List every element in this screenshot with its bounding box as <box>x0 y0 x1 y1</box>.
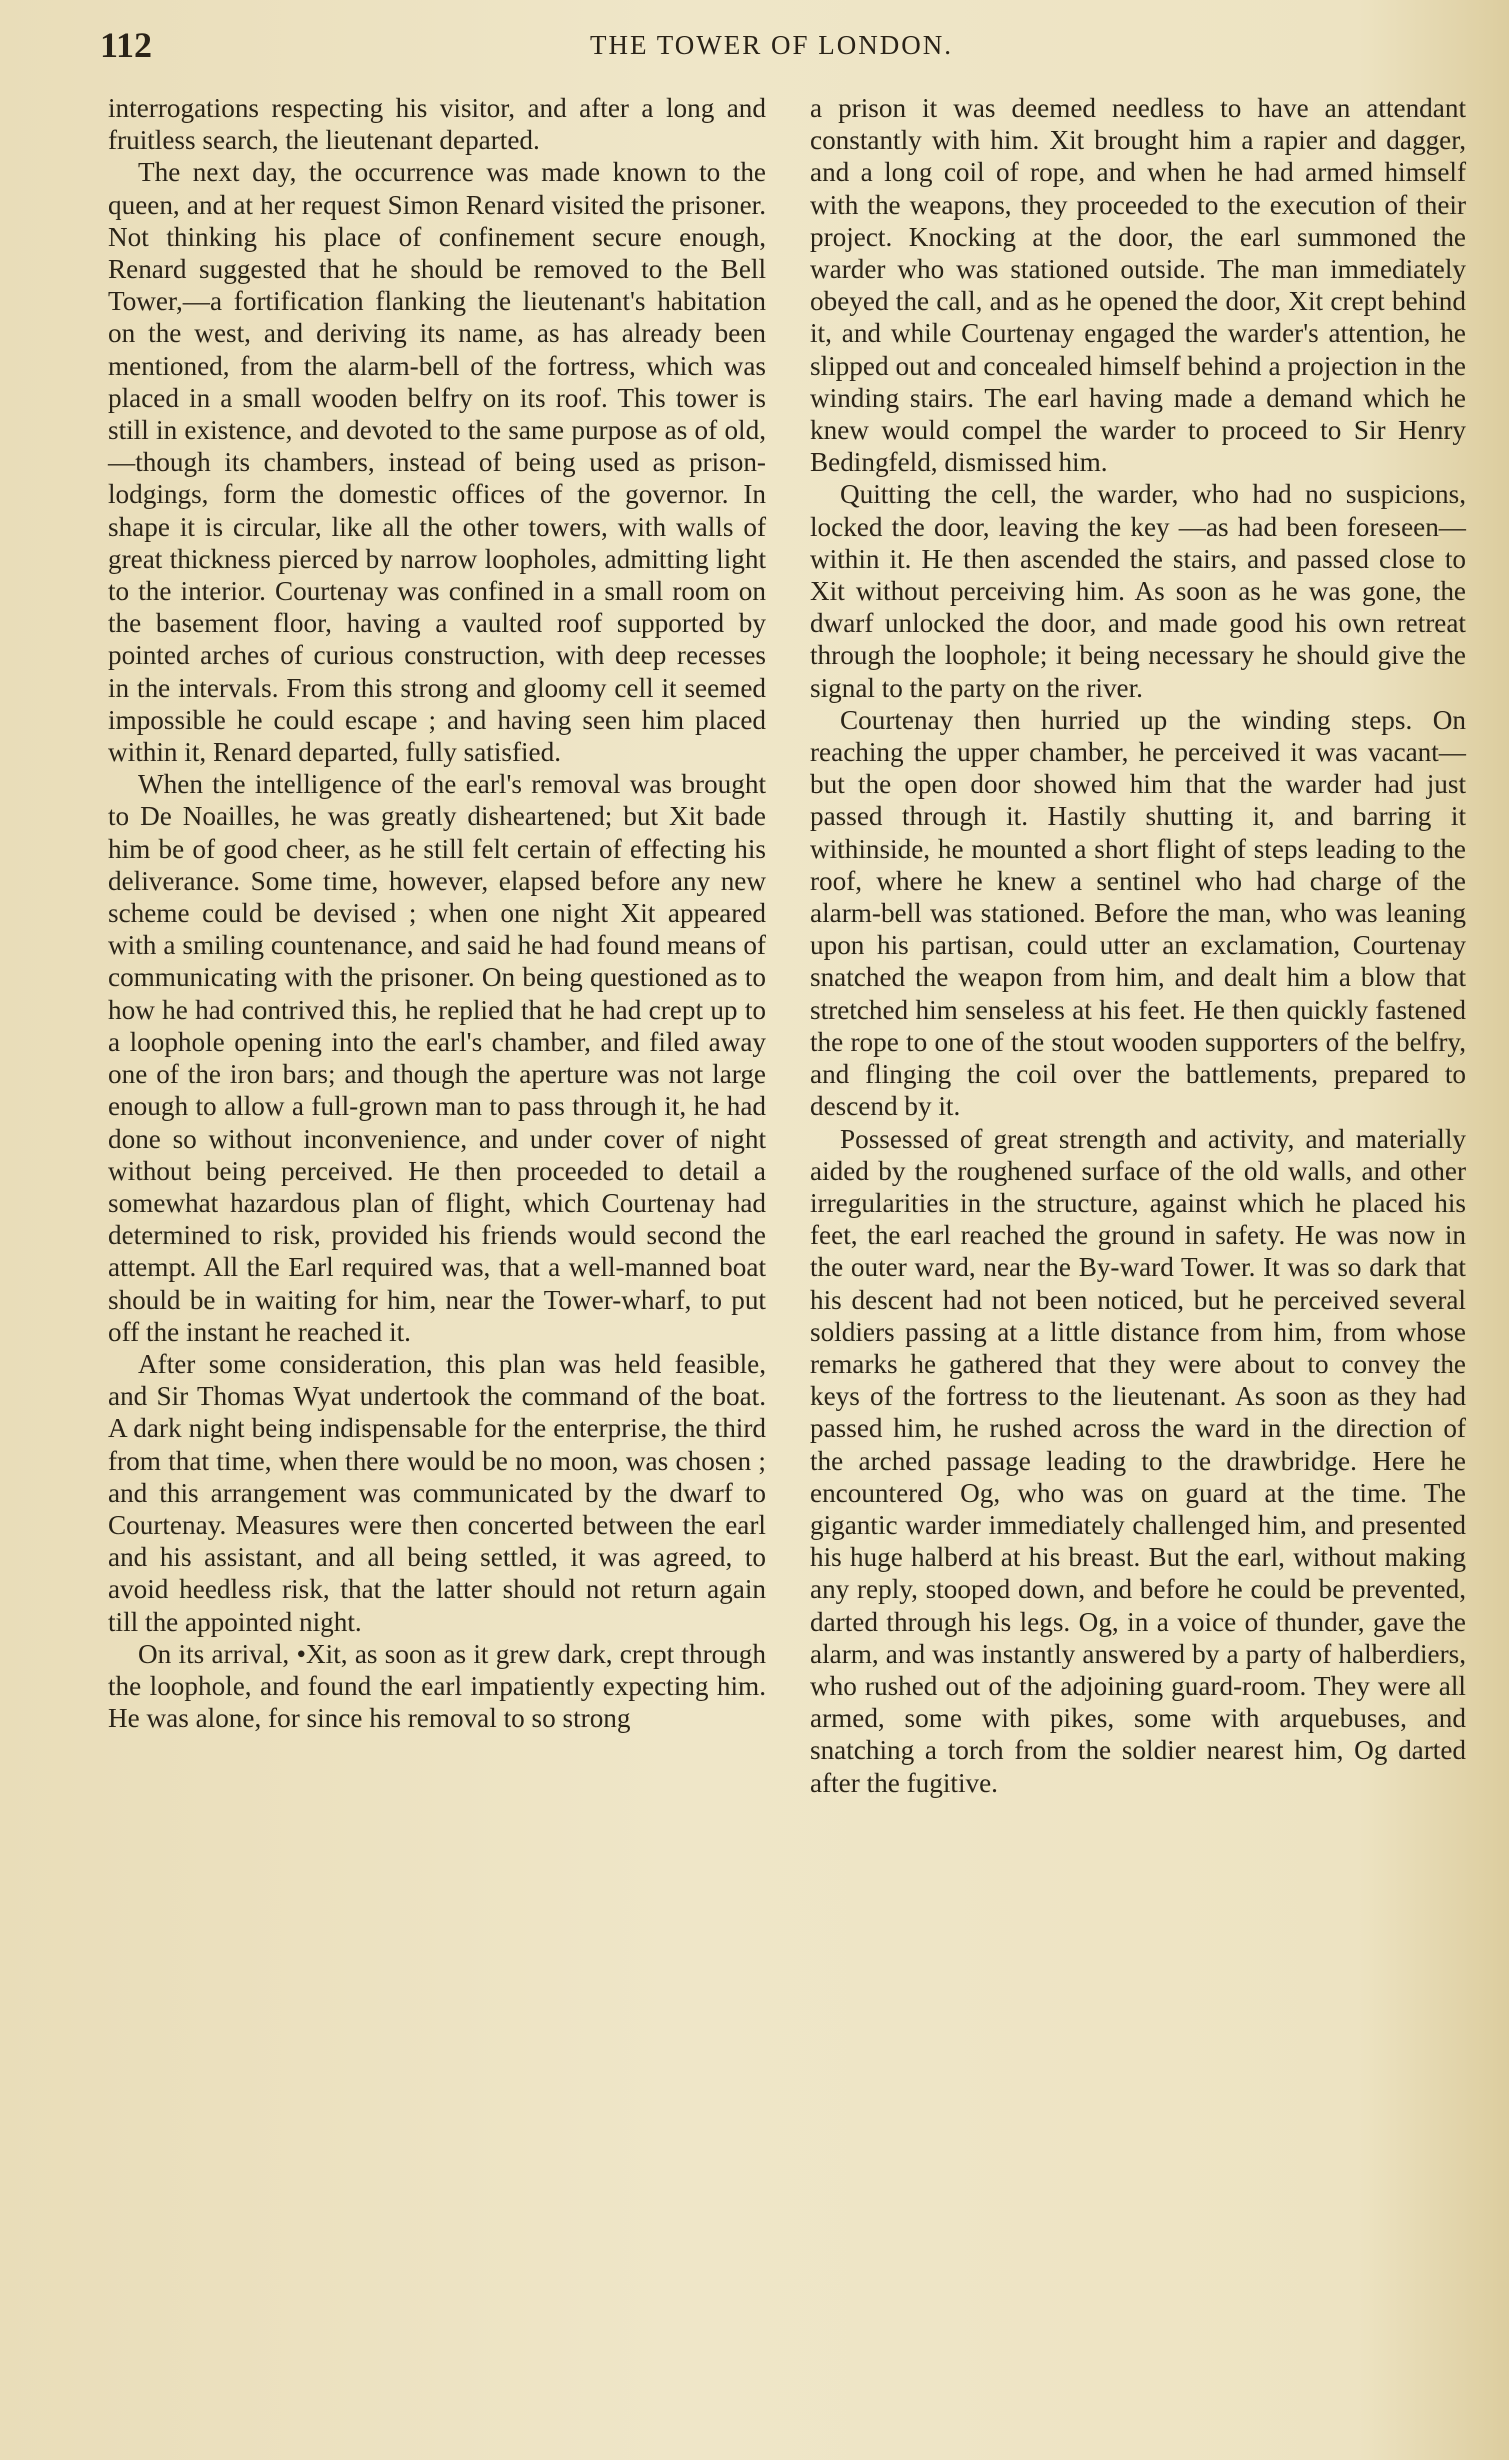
paragraph: Possessed of great strength and activity, and materially aided by the roughened surface of the old walls, and other irregularities in the structure, against which he placed his feet, the earl reached the ground in safety. He was now in the outer ward, near the By-ward Tower. It was so dark that his descent had not been noticed, but he perceived several soldiers passing at a little distance from him, from whose remarks he gathered that they were about to convey the keys of the fortress to the lieutenant. As soon as they had passed him, he rushed across the ward in the direction of the arched passage leading to the drawbridge. Here he encountered Og, who was on guard at the time. The gigantic warder immediately challenged him, and presented his huge halberd at his breast. But the earl, without making any reply, stooped down, and before he could be prevented, darted through his legs. Og, in a voice of thunder, gave the alarm, and was instantly answered by a party of halberdiers, who rushed out of the adjoining guard-room. They were all armed, some with pikes, some with arquebuses, and snatching a torch from the soldier nearest him, Og darted after the fugitive. <box>810 1123 1466 1798</box>
running-title: THE TOWER OF LONDON. <box>590 30 953 60</box>
page-number: 112 <box>100 25 153 65</box>
paragraph: a prison it was deemed needless to have an attendant constantly with him. Xit brought him a rapier and dagger, and a long coil of rope, and when he had armed himself with the weapons, they proceeded to the execution of their project. Knocking at the door, the earl summoned the warder who was stationed outside. The man immediately obeyed the call, and as he opened the door, Xit crept behind it, and while Courtenay engaged the warder's attention, he slipped out and concealed himself behind a projection in the winding stairs. The earl having made a demand which he knew would compel the warder to proceed to Sir Henry Bedingfeld, dismissed him. <box>810 93 1466 478</box>
paragraph: Courtenay then hurried up the winding steps. On reaching the upper chamber, he perceived it was vacant—but the open door showed him that the warder had just passed through it. Hastily shutting it, and barring it withinside, he mounted a short flight of steps leading to the roof, where he knew a sentinel who had charge of the alarm-bell was stationed. Before the man, who was leaning upon his partisan, could utter an exclamation, Courtenay snatched the weapon from him, and dealt him a blow that stretched him senseless at his feet. He then quickly fastened the rope to one of the stout wooden supporters of the belfry, and flinging the coil over the battlements, prepared to descend by it. <box>810 704 1466 1122</box>
paragraph: When the intelligence of the earl's removal was brought to De Noailles, he was greatly disheartened; but Xit bade him be of good cheer, as he still felt certain of effecting his deliverance. Some time, however, elapsed before any new scheme could be devised ; when one night Xit appeared with a smiling countenance, and said he had found means of communicating with the prisoner. On being questioned as to how he had contrived this, he replied that he had crept up to a loophole opening into the earl's chamber, and filed away one of the iron bars; and though the aperture was not large enough to allow a full-grown man to pass through it, he had done so without inconvenience, and under cover of night without being perceived. He then proceeded to detail a somewhat hazardous plan of flight, which Courtenay had determined to risk, provided his friends would second the attempt. All the Earl required was, that a well-manned boat should be in waiting for him, near the Tower-wharf, to put off the instant he reached it. <box>108 769 766 1347</box>
paragraph: Quitting the cell, the warder, who had no suspicions, locked the door, leaving the key —as had been foreseen—within it. He then ascended the stairs, and passed close to Xit without perceiving him. As soon as he was gone, the dwarf unlocked the door, and made good his own retreat through the loophole; it being necessary he should give the signal to the party on the river. <box>810 479 1466 703</box>
paragraph: The next day, the occurrence was made known to the queen, and at her request Simon Renard visited the prisoner. Not thinking his place of confinement secure enough, Renard suggested that he should be removed to the Bell Tower,—a fortification flanking the lieutenant's habitation on the west, and deriving its name, as has already been mentioned, from the alarm-bell of the fortress, which was placed in a small wooden belfry on its roof. This tower is still in existence, and devoted to the same purpose as of old,—though its chambers, instead of being used as prison-lodgings, form the domestic offices of the governor. In shape it is circular, like all the other towers, with walls of great thickness pierced by narrow loopholes, admitting light to the interior. Courtenay was confined in a small room on the basement floor, having a vaulted roof supported by pointed arches of curious construction, with deep recesses in the intervals. From this strong and gloomy cell it seemed impossible he could escape ; and having seen him placed within it, Renard departed, fully satisfied. <box>108 157 766 768</box>
paragraph: On its arrival, •Xit, as soon as it grew dark, crept through the loophole, and found the earl impatiently expecting him. He was alone, for since his removal to so strong <box>108 1638 766 1734</box>
paragraph: After some consideration, this plan was held feasible, and Sir Thomas Wyat undertook the command of the boat. A dark night being indispensable for the enterprise, the third from that time, when there would be no moon, was chosen ; and this arrangement was communicated by the dwarf to Courtenay. Measures were then concerted between the earl and his assistant, and all being settled, it was agreed, to avoid heedless risk, that the latter should not return again till the appointed night. <box>108 1348 766 1637</box>
left-column <box>108 92 766 2432</box>
paragraph: interrogations respecting his visitor, and after a long and fruitless search, the lieutenant departed. <box>108 93 766 156</box>
right-column <box>810 92 1466 2432</box>
page-header <box>100 24 1480 68</box>
